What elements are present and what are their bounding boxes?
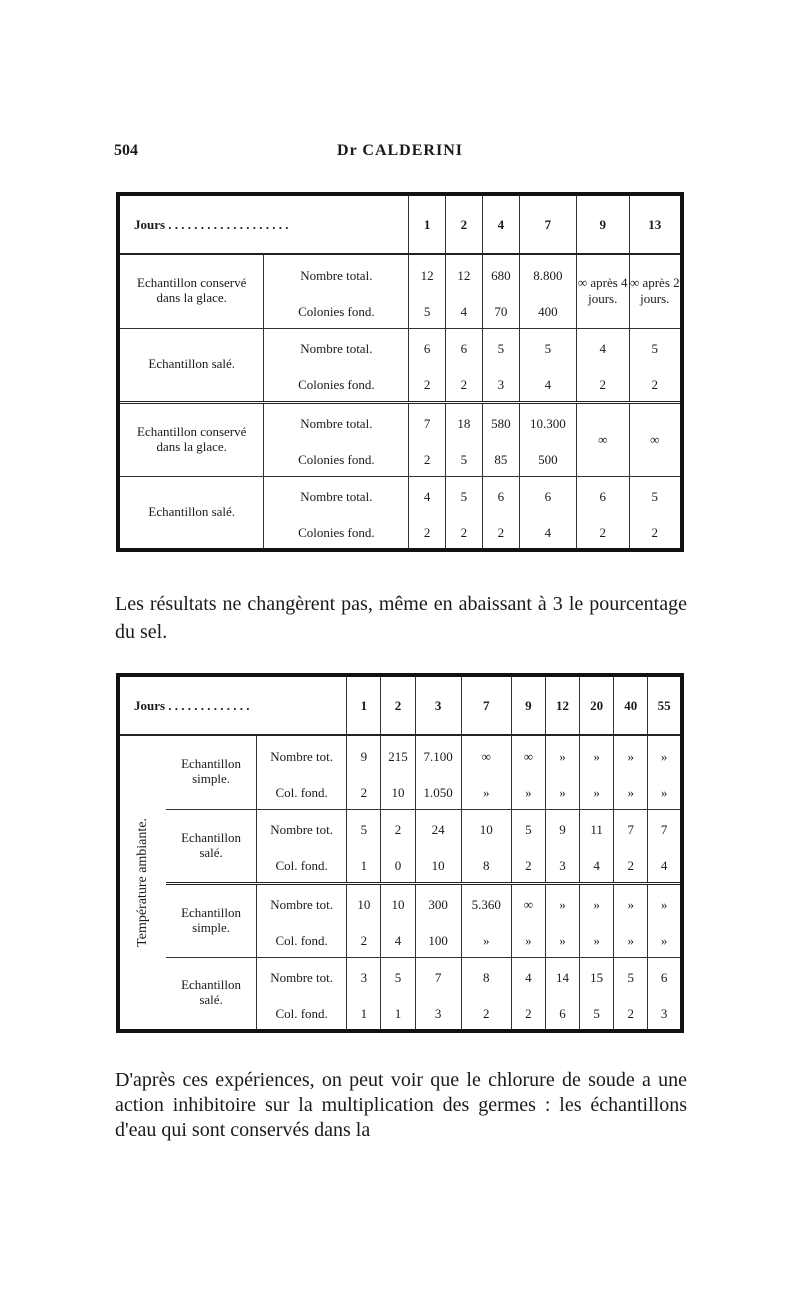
value-cell: 4 (648, 851, 682, 883)
value-cell: » (614, 735, 648, 777)
measure-label: Nombre total. (264, 402, 409, 444)
value-cell: ∞ (511, 883, 545, 925)
value-cell: 8.800 (519, 254, 576, 296)
value-cell: 5 (511, 809, 545, 851)
sample-label: Echantillon simple. (181, 756, 242, 787)
value-cell: 10 (381, 883, 415, 925)
value-cell: 6 (409, 328, 446, 370)
value-cell: 5 (347, 809, 381, 851)
results-table-1 (116, 192, 684, 552)
jours-header: Jours . . . . . . . . . . . . . (118, 675, 347, 735)
results-table-2 (116, 673, 684, 1033)
value-cell: 7 (648, 809, 682, 851)
value-cell: 680 (482, 254, 519, 296)
value-cell: 7 (415, 957, 461, 999)
value-cell: 215 (381, 735, 415, 777)
value-cell: 4 (409, 476, 446, 518)
value-cell: 6 (576, 476, 629, 518)
value-cell: 5 (409, 296, 446, 328)
measure-label: Nombre total. (264, 328, 409, 370)
value-cell: 10 (461, 809, 511, 851)
value-cell: 2 (576, 518, 629, 550)
value-cell: 5 (482, 328, 519, 370)
value-cell: » (614, 883, 648, 925)
value-cell: » (580, 777, 614, 809)
value-cell: 4 (580, 851, 614, 883)
value-cell: 1 (381, 999, 415, 1031)
value-cell: 6 (482, 476, 519, 518)
value-cell: 1 (347, 851, 381, 883)
day-header: 9 (576, 194, 629, 254)
value-cell: » (648, 883, 682, 925)
value-cell: » (580, 735, 614, 777)
value-cell: 5 (446, 444, 483, 476)
day-header: 3 (415, 675, 461, 735)
value-cell: 5 (446, 476, 483, 518)
value-cell: 6 (545, 999, 579, 1031)
measure-label: Nombre tot. (256, 735, 346, 777)
value-cell: 85 (482, 444, 519, 476)
paragraph-2: D'après ces expériences, on peut voir que le chlorure de soude a une action inhibitoire sur la multiplication des germes : les échantillons d'eau qui sont conservés dans la (115, 1069, 687, 1141)
value-cell: 6 (519, 476, 576, 518)
measure-label: Colonies fond. (264, 518, 409, 550)
value-cell: 2 (446, 518, 483, 550)
day-header: 1 (409, 194, 446, 254)
value-cell: 4 (519, 370, 576, 402)
value-cell: 5 (629, 476, 682, 518)
value-cell: » (511, 777, 545, 809)
value-cell: 8 (461, 957, 511, 999)
jours-header: Jours . . . . . . . . . . . . . . . . . . . (118, 194, 409, 254)
value-cell: 5 (629, 328, 682, 370)
value-cell: 10 (381, 777, 415, 809)
value-cell: 1.050 (415, 777, 461, 809)
value-cell: 2 (482, 518, 519, 550)
value-cell: 10 (347, 883, 381, 925)
side-label: Température ambiante. (135, 818, 151, 947)
measure-label: Col. fond. (256, 851, 346, 883)
value-cell: 2 (381, 809, 415, 851)
value-cell: 580 (482, 402, 519, 444)
value-cell: 15 (580, 957, 614, 999)
value-cell: » (648, 777, 682, 809)
value-cell: 2 (576, 370, 629, 402)
value-cell: 300 (415, 883, 461, 925)
value-cell: 400 (519, 296, 576, 328)
sample-label: Echantillon salé. (166, 957, 256, 1031)
running-title: Dr CALDERINI (337, 142, 463, 159)
value-cell: 2 (629, 518, 682, 550)
value-cell: 6 (446, 328, 483, 370)
value-cell: 4 (511, 957, 545, 999)
sample-label: Echantillon salé. (118, 476, 264, 550)
value-cell: 4 (446, 296, 483, 328)
value-cell: ∞ (461, 735, 511, 777)
measure-label: Nombre total. (264, 476, 409, 518)
day-header: 12 (545, 675, 579, 735)
value-cell: » (545, 883, 579, 925)
value-cell: » (580, 925, 614, 957)
value-cell: 1 (347, 999, 381, 1031)
value-cell: 9 (545, 809, 579, 851)
value-cell: 3 (482, 370, 519, 402)
page-number: 504 (114, 142, 138, 159)
measure-label: Col. fond. (256, 925, 346, 957)
paragraph-1: Les résultats ne changèrent pas, même en abaissant à 3 le pourcentage du sel. (115, 593, 687, 643)
value-cell: 2 (461, 999, 511, 1031)
value-cell: 5 (614, 957, 648, 999)
value-cell: » (648, 925, 682, 957)
value-cell: » (545, 735, 579, 777)
value-cell: 5 (519, 328, 576, 370)
value-cell: » (461, 777, 511, 809)
day-header: 2 (446, 194, 483, 254)
value-cell: » (614, 925, 648, 957)
page-header (114, 142, 686, 166)
day-header: 20 (580, 675, 614, 735)
value-cell: 5 (381, 957, 415, 999)
value-cell: 7.100 (415, 735, 461, 777)
value-cell: 2 (409, 370, 446, 402)
day-header: 2 (381, 675, 415, 735)
day-header: 7 (519, 194, 576, 254)
sample-label: Echantillon simple. (166, 883, 256, 957)
measure-label: Colonies fond. (264, 370, 409, 402)
value-cell: 2 (347, 777, 381, 809)
value-cell: 7 (409, 402, 446, 444)
value-cell: 3 (648, 999, 682, 1031)
value-cell: 11 (580, 809, 614, 851)
value-cell: 10 (415, 851, 461, 883)
value-cell: » (511, 925, 545, 957)
measure-label: Nombre total. (264, 254, 409, 296)
value-cell: 3 (415, 999, 461, 1031)
value-cell: 3 (545, 851, 579, 883)
value-cell: » (461, 925, 511, 957)
value-cell: 10.300 (519, 402, 576, 444)
merged-value-cell: ∞ après 2 jours. (629, 254, 682, 328)
value-cell: 0 (381, 851, 415, 883)
merged-value-cell: ∞ (629, 402, 682, 476)
value-cell: 6 (648, 957, 682, 999)
value-cell: 3 (347, 957, 381, 999)
value-cell: » (545, 777, 579, 809)
merged-value-cell: ∞ (576, 402, 629, 476)
day-header: 55 (648, 675, 682, 735)
measure-label: Nombre tot. (256, 883, 346, 925)
value-cell: 5.360 (461, 883, 511, 925)
value-cell: 4 (381, 925, 415, 957)
value-cell: 2 (629, 370, 682, 402)
measure-label: Col. fond. (256, 777, 346, 809)
value-cell: 9 (347, 735, 381, 777)
value-cell: 4 (576, 328, 629, 370)
merged-value-cell: ∞ après 4 jours. (576, 254, 629, 328)
value-cell: 2 (409, 444, 446, 476)
sample-label: Echantillon conservé dans la glace. (118, 402, 264, 476)
measure-label: Col. fond. (256, 999, 346, 1031)
value-cell: 2 (347, 925, 381, 957)
value-cell: 14 (545, 957, 579, 999)
value-cell: 18 (446, 402, 483, 444)
day-header: 9 (511, 675, 545, 735)
value-cell: 2 (614, 999, 648, 1031)
value-cell: 500 (519, 444, 576, 476)
value-cell: 70 (482, 296, 519, 328)
value-cell: 24 (415, 809, 461, 851)
value-cell: » (545, 925, 579, 957)
day-header: 4 (482, 194, 519, 254)
value-cell: 2 (409, 518, 446, 550)
value-cell: ∞ (511, 735, 545, 777)
measure-label: Nombre tot. (256, 957, 346, 999)
value-cell: 100 (415, 925, 461, 957)
value-cell: 2 (511, 851, 545, 883)
measure-label: Colonies fond. (264, 296, 409, 328)
value-cell: 12 (409, 254, 446, 296)
value-cell: 2 (511, 999, 545, 1031)
sample-label: Echantillon salé. (166, 809, 256, 883)
value-cell: » (614, 777, 648, 809)
value-cell: 4 (519, 518, 576, 550)
value-cell: » (648, 735, 682, 777)
day-header: 13 (629, 194, 682, 254)
side-label-cell (118, 735, 166, 1031)
value-cell: » (580, 883, 614, 925)
day-header: 40 (614, 675, 648, 735)
day-header: 1 (347, 675, 381, 735)
sample-label: Echantillon conservé dans la glace. (137, 275, 247, 306)
day-header: 7 (461, 675, 511, 735)
value-cell: 8 (461, 851, 511, 883)
sample-label: Echantillon salé. (118, 328, 264, 402)
measure-label: Colonies fond. (264, 444, 409, 476)
value-cell: 12 (446, 254, 483, 296)
value-cell: 7 (614, 809, 648, 851)
value-cell: 2 (614, 851, 648, 883)
value-cell: 5 (580, 999, 614, 1031)
measure-label: Nombre tot. (256, 809, 346, 851)
value-cell: 2 (446, 370, 483, 402)
